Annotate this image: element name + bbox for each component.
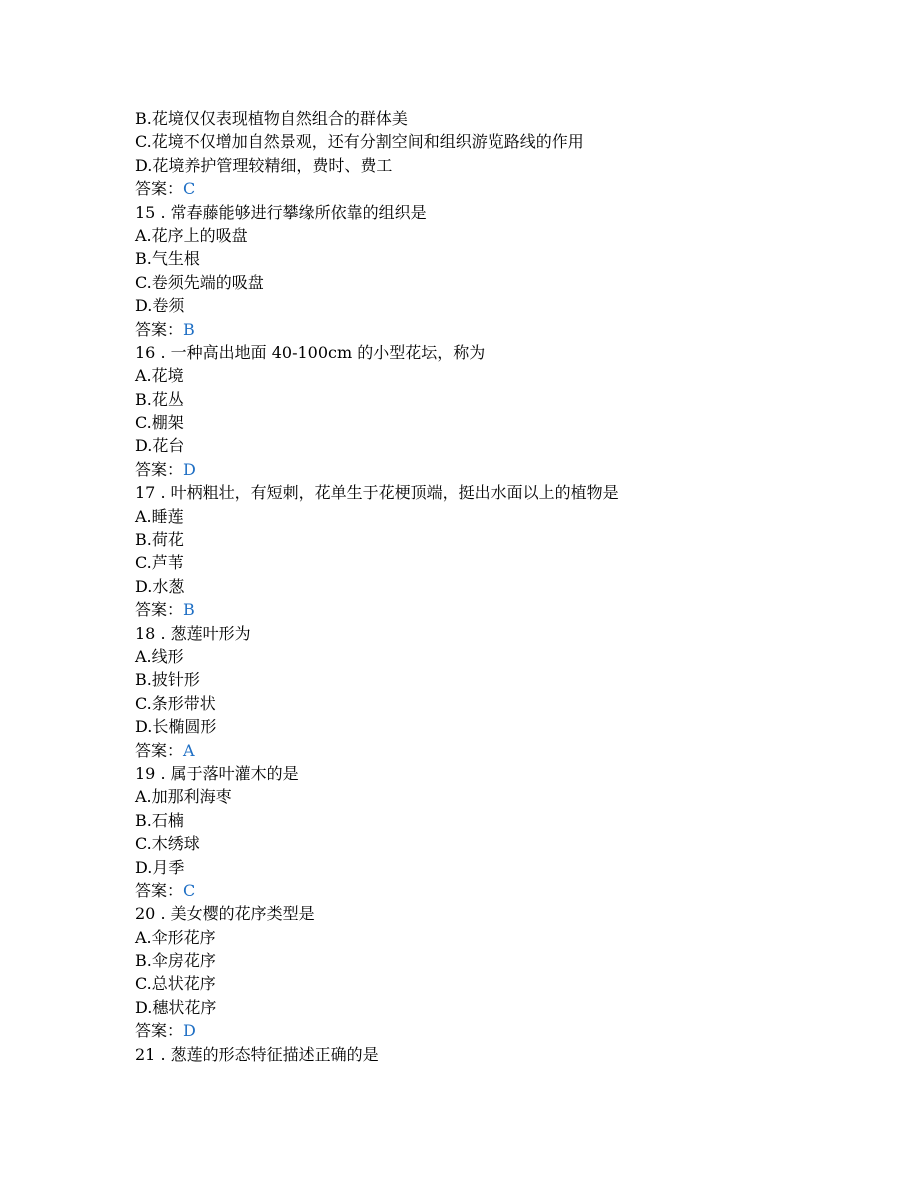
option-text: D.花境养护管理较精细，费时、费工 (135, 155, 393, 175)
option-text: B.气生根 (135, 249, 200, 269)
option-text: D.穗状花序 (135, 997, 217, 1017)
option-text: D.月季 (135, 857, 185, 877)
option-text: B.伞房花序 (135, 951, 216, 971)
option-text: C.卷须先端的吸盘 (135, 272, 264, 292)
answer-line (135, 1019, 895, 1042)
option-text: C.总状花序 (135, 974, 216, 994)
answer-value: B (183, 319, 195, 339)
option-text: A.线形 (135, 646, 184, 666)
answer-value: B (183, 600, 195, 620)
answer-label: 答案： (135, 880, 184, 900)
answer-label: 答案： (135, 1021, 184, 1041)
answer-value: D (183, 459, 196, 479)
question-text: 16 . 一种高出地面 40-100cm 的小型花坛，称为 (135, 342, 486, 362)
option-text: D.卷须 (135, 296, 185, 316)
answer-value: A (183, 740, 195, 760)
answer-label: 答案： (135, 319, 184, 339)
question-text: 20 . 美女樱的花序类型是 (135, 904, 315, 924)
option-text: D.花台 (135, 436, 185, 456)
question-text: 19 . 属于落叶灌木的是 (135, 763, 299, 783)
answer-line (135, 318, 895, 341)
answer-label: 答案： (135, 600, 184, 620)
option-text: B.花境仅仅表现植物自然组合的群体美 (135, 109, 408, 128)
answer-value: C (183, 179, 196, 199)
option-text: C.条形带状 (135, 693, 216, 713)
answer-line (135, 739, 895, 762)
answer-line (135, 177, 895, 200)
question-text: 17 . 叶柄粗壮，有短刺，花单生于花梗顶端，挺出水面以上的植物是 (135, 483, 619, 503)
answer-label: 答案： (135, 740, 184, 760)
option-text: A.睡莲 (135, 506, 184, 526)
answer-label: 答案： (135, 459, 184, 479)
option-text: C.棚架 (135, 413, 184, 433)
option-text: A.花序上的吸盘 (135, 225, 248, 245)
option-text: A.加那利海枣 (135, 787, 232, 807)
question-text: 21 . 葱莲的形态特征描述正确的是 (135, 1044, 379, 1064)
option-text: C.木绣球 (135, 834, 200, 854)
answer-value: D (183, 1021, 196, 1041)
option-text: A.花境 (135, 366, 184, 386)
option-text: B.花丛 (135, 389, 184, 409)
answer-line (135, 879, 895, 902)
option-text: B.石楠 (135, 810, 184, 830)
document-page (135, 107, 895, 1066)
option-text: B.披针形 (135, 670, 200, 690)
answer-value: C (183, 880, 196, 900)
answer-label: 答案： (135, 179, 184, 199)
answer-line (135, 458, 895, 481)
option-text: A.伞形花序 (135, 927, 216, 947)
option-text: C.芦苇 (135, 553, 184, 573)
option-text: D.水葱 (135, 576, 185, 596)
option-text: D.长椭圆形 (135, 717, 217, 737)
option-text: C.花境不仅增加自然景观，还有分割空间和组织游览路线的作用 (135, 132, 584, 152)
question-text: 18 . 葱莲叶形为 (135, 623, 251, 643)
question-text: 15 . 常春藤能够进行攀缘所依靠的组织是 (135, 202, 427, 222)
answer-line (135, 598, 895, 621)
option-text: B.荷花 (135, 530, 184, 550)
